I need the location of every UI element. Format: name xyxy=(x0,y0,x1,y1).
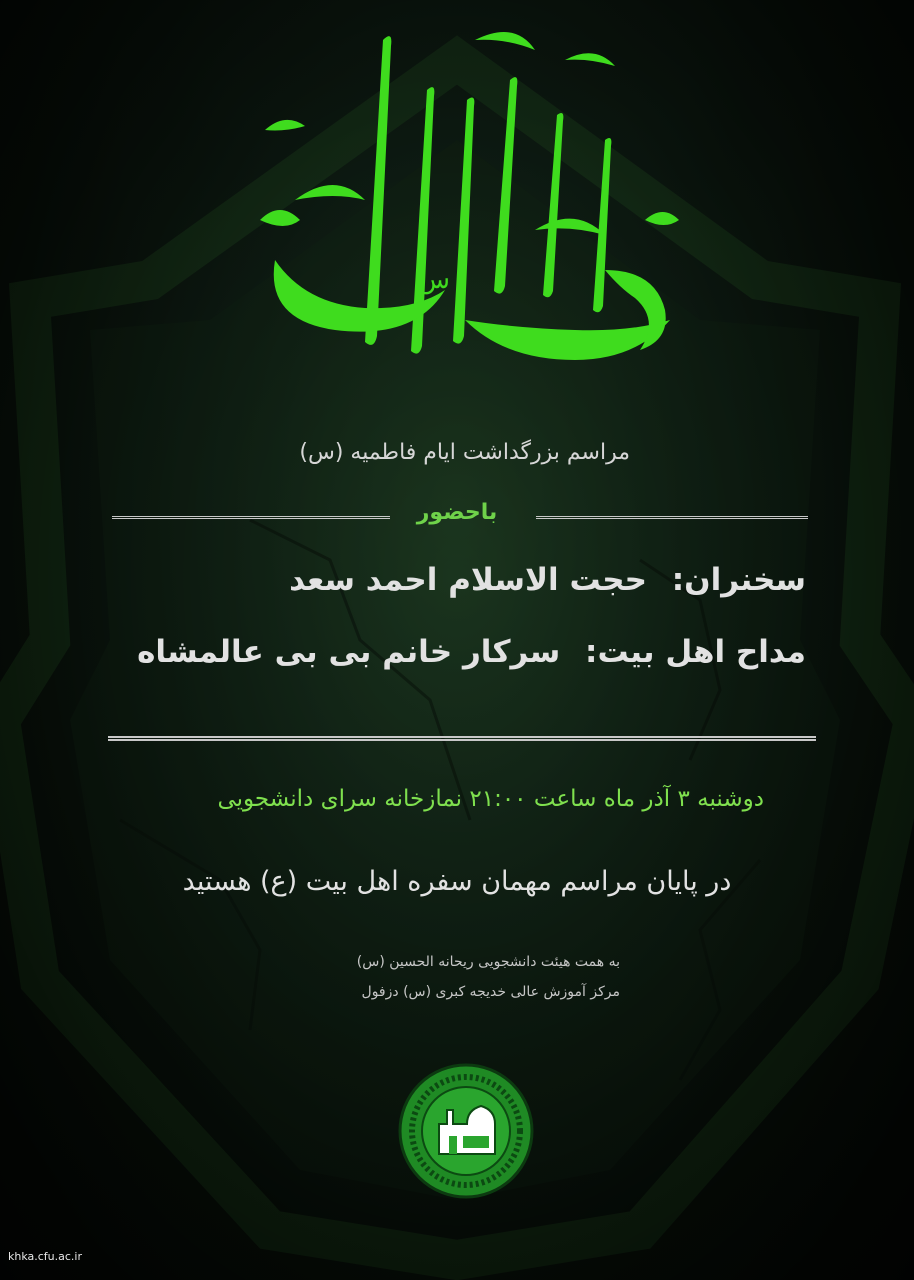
dinner-invitation: در پایان مراسم مهمان سفره اهل بیت (ع) هستید xyxy=(182,866,732,897)
speaker-role: سخنران: xyxy=(671,562,806,598)
speaker-line xyxy=(289,562,806,598)
divider-right xyxy=(536,516,808,519)
calligraphy-suffix: س xyxy=(418,265,450,295)
eulogist-name: سرکار خانم بی بی عالمشاه xyxy=(137,634,561,670)
credit-institution: مرکز آموزش عالی خدیجه کبری (س) دزفول xyxy=(361,984,620,1000)
date-time-location: دوشنبه ۳ آذر ماه ساعت ۲۱:۰۰ نمازخانه سرای دانشجویی xyxy=(217,786,764,812)
calligraphy-title xyxy=(235,20,705,420)
eulogist-line xyxy=(137,634,806,670)
divider-left xyxy=(112,516,390,519)
speaker-name: حجت الاسلام احمد سعد xyxy=(289,562,647,598)
event-subtitle: مراسم بزرگداشت ایام فاطمیه (س) xyxy=(299,440,630,465)
university-seal-icon xyxy=(397,1062,535,1200)
divider-full xyxy=(108,736,816,741)
credit-organizer: به همت هیئت دانشجویی ریحانه الحسین (س) xyxy=(356,954,620,970)
with-presence-label: باحضور xyxy=(416,500,498,525)
eulogist-role: مداح اهل بیت: xyxy=(585,634,806,670)
website-url: khka.cfu.ac.ir xyxy=(8,1250,83,1263)
